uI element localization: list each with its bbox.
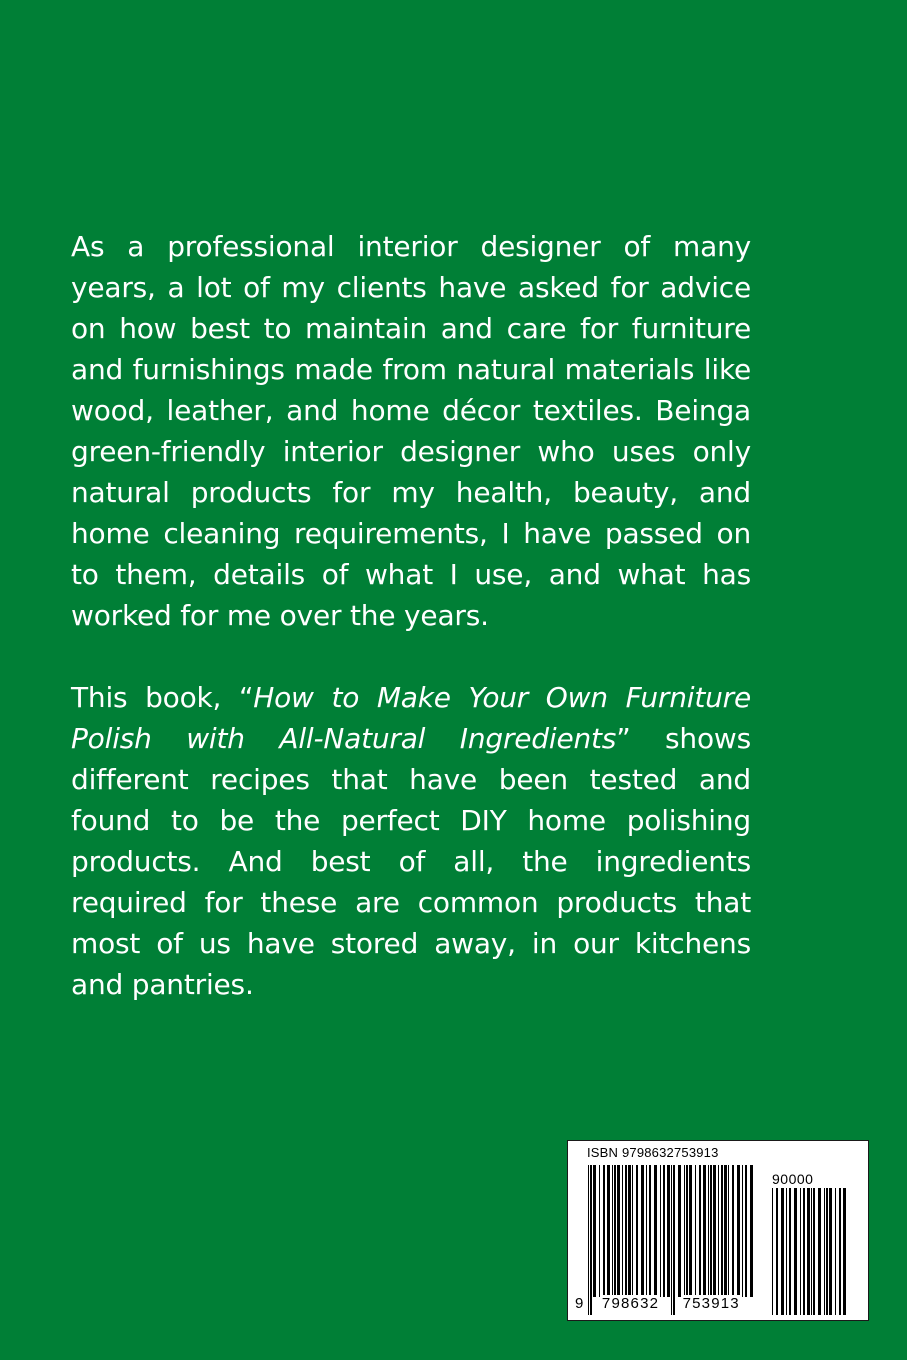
barcode-digits-left: 798632 [601, 1295, 660, 1312]
barcode-bar [781, 1188, 784, 1315]
barcode-bar [599, 1165, 600, 1297]
barcode-bar [649, 1165, 651, 1297]
barcode-bar [718, 1165, 719, 1297]
blurb-paragraph-2-prefix: This book, “ [71, 681, 254, 714]
barcode-bar [813, 1188, 815, 1315]
barcode-bar [622, 1165, 623, 1297]
barcode-bar [724, 1165, 727, 1297]
blurb-paragraph-1: As a professional interior designer of many years, a lot of my clients have asked for advice on how best to maintain and care for furniture and furnishings made from natural materials like wood, leather, and home décor textiles. Beinga green-friendly interior designer who uses only natural products for my health, beauty, and home cleaning requirements, I have passed on to them, details of what I use, and what has worked for me over the years. [71, 230, 751, 632]
barcode-bar [710, 1165, 712, 1297]
barcode-bar [703, 1165, 706, 1297]
barcode-bar [673, 1165, 675, 1315]
barcode-bar [689, 1165, 692, 1297]
barcode-bar [671, 1165, 672, 1315]
barcode-bar [593, 1165, 596, 1297]
barcode-bar [699, 1165, 701, 1297]
barcode-bar [684, 1165, 685, 1297]
barcode-bar [732, 1165, 734, 1297]
blurb-paragraph-2-suffix: ” shows different recipes that have been tested and found to be the perfect DIY home polishing products. And best of all, the ingredients required for these are common products that most of us have stored away, in our kitchens and pantries. [71, 722, 751, 1001]
barcode-bar [786, 1188, 787, 1315]
barcode-bar [612, 1165, 613, 1297]
barcode-bar [742, 1165, 743, 1297]
barcode-bar [737, 1165, 740, 1297]
barcode-bar [625, 1165, 627, 1297]
barcode-bar [772, 1188, 773, 1315]
barcode-bar [590, 1165, 592, 1315]
barcode-bar [636, 1165, 638, 1297]
barcode-digit-first: 9 [575, 1295, 585, 1312]
barcode-bar [750, 1165, 753, 1297]
barcode-bar [839, 1188, 841, 1315]
barcode-bar [824, 1188, 825, 1315]
ean-barcode-bars [588, 1165, 758, 1315]
barcode-bar [628, 1165, 631, 1297]
barcode-bar [818, 1188, 821, 1315]
barcode-bar [607, 1165, 610, 1297]
barcode-bar [794, 1188, 797, 1315]
isbn-barcode [567, 1140, 869, 1321]
book-title-italic: How to Make Your Own Furniture Polish with All-Natural Ingredients [71, 681, 751, 755]
barcode-bar [776, 1188, 778, 1315]
barcode-bar [614, 1165, 616, 1297]
barcode-bar [617, 1165, 620, 1297]
barcode-bar [588, 1165, 589, 1315]
barcode-bar [708, 1165, 709, 1297]
barcode-bar [829, 1188, 832, 1315]
barcode-bar [713, 1165, 716, 1297]
barcode-bar [728, 1165, 729, 1297]
barcode-bar [646, 1165, 647, 1297]
price-addon-code: 90000 [772, 1171, 814, 1187]
barcode-bar [835, 1188, 836, 1315]
barcode-digits [574, 1295, 741, 1312]
barcode-bar [843, 1188, 846, 1315]
barcode-bar [632, 1165, 633, 1297]
barcode-bar [811, 1188, 812, 1315]
barcode-bar [667, 1165, 670, 1297]
barcode-digits-right: 753913 [682, 1295, 740, 1312]
barcode-bar [641, 1165, 644, 1297]
barcode-bar [803, 1188, 805, 1315]
barcode-bar [826, 1188, 828, 1315]
barcode-bar [745, 1165, 747, 1297]
barcode-bar [789, 1188, 791, 1315]
barcode-bar [686, 1165, 688, 1297]
barcode-bar [663, 1165, 665, 1297]
blurb-paragraph-2 [71, 677, 751, 1005]
barcode-bar [660, 1165, 661, 1297]
barcode-bar [678, 1165, 681, 1297]
barcode-bar [721, 1165, 723, 1297]
barcode-bar [695, 1165, 696, 1297]
barcode-bar [807, 1188, 810, 1315]
barcode-bar [800, 1188, 801, 1315]
barcode-bar [603, 1165, 605, 1297]
isbn-label: ISBN 9798632753913 [587, 1145, 719, 1160]
barcode-bar [654, 1165, 657, 1297]
addon-barcode-bars [772, 1188, 850, 1315]
blurb-text [71, 226, 751, 1005]
